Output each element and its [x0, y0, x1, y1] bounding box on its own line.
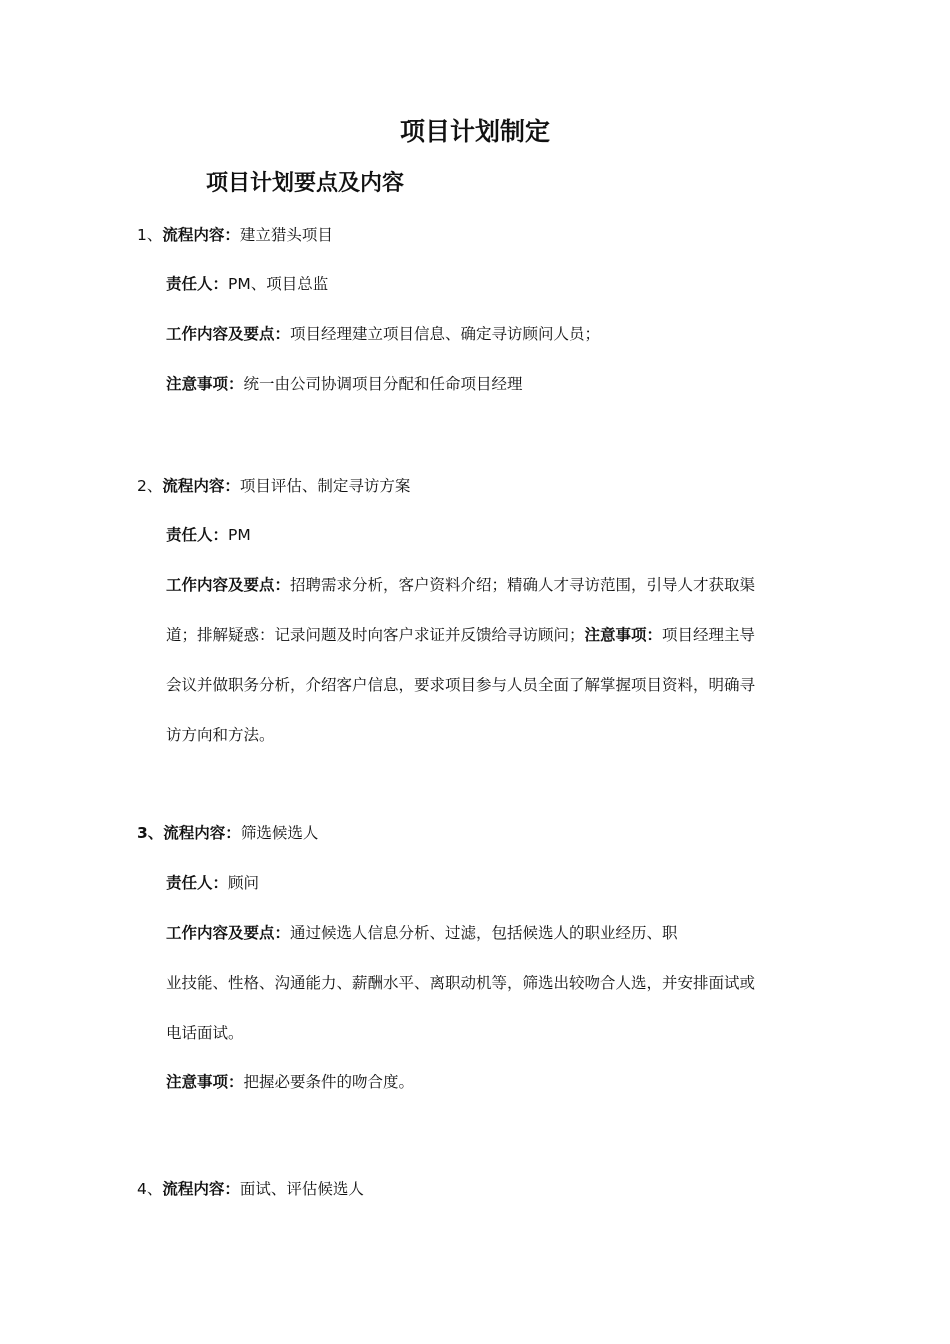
owner-label: 责任人：: [166, 275, 229, 293]
section-1-owner: [166, 271, 328, 297]
flow-label: 流程内容：: [163, 824, 241, 842]
section-number: 3、: [137, 824, 164, 842]
note-value: 把握必要条件的吻合度。: [243, 1073, 415, 1091]
section-3-work-line-1: [166, 920, 678, 946]
flow-value: 项目评估、制定寻访方案: [239, 477, 411, 495]
flow-label: 流程内容：: [162, 1180, 240, 1198]
section-3-owner: [166, 870, 259, 896]
section-number: 4、: [137, 1180, 163, 1198]
section-1-flow: [137, 222, 333, 248]
work-value: 通过候选人信息分析、过滤，包括候选人的职业经历、职: [290, 924, 678, 942]
work-value: 道；排解疑惑：记录问题及时向客户求证并反馈给寻访顾问；: [166, 626, 585, 644]
flow-value: 建立猎头项目: [239, 226, 333, 244]
owner-label: 责任人：: [166, 526, 229, 544]
section-1-note: [166, 371, 523, 397]
section-2-line-3: 会议并做职务分析，介绍客户信息，要求项目参与人员全面了解掌握项目资料，明确寻: [166, 676, 756, 694]
section-2-flow: [137, 473, 410, 499]
flow-value: 筛选候选人: [240, 824, 319, 842]
section-3-work-line-2: 业技能、性格、沟通能力、薪酬水平、离职动机等，筛选出较吻合人选，并安排面试或: [166, 974, 756, 992]
section-3-note: [166, 1069, 414, 1095]
section-3-flow: [137, 820, 318, 846]
note-label: 注意事项：: [166, 1073, 244, 1091]
owner-value: 顾问: [228, 874, 260, 892]
owner-label: 责任人：: [166, 874, 229, 892]
section-4-flow: [137, 1176, 364, 1202]
work-label: 工作内容及要点：: [166, 325, 291, 343]
section-1-work: [166, 321, 600, 347]
work-value: 招聘需求分析，客户资料介绍；精确人才寻访范围，引导人才获取渠: [290, 576, 756, 594]
section-number: 1、: [137, 226, 163, 244]
work-label: 工作内容及要点：: [166, 924, 291, 942]
section-2-line-4: 访方向和方法。: [166, 726, 275, 744]
note-label: 注意事项：: [166, 375, 244, 393]
section-heading: 项目计划要点及内容: [206, 171, 405, 196]
section-2-owner: [166, 522, 251, 548]
flow-label: 流程内容：: [162, 226, 240, 244]
section-3-work-line-3: 电话面试。: [166, 1024, 244, 1042]
page-title: 项目计划制定: [399, 117, 550, 146]
section-2-work-line-1: [166, 572, 755, 598]
note-value: 统一由公司协调项目分配和任命项目经理: [243, 375, 523, 393]
note-label: 注意事项：: [584, 626, 663, 644]
section-number: 2、: [137, 477, 163, 495]
flow-value: 面试、评估候选人: [239, 1180, 364, 1198]
owner-value: PM、项目总监: [228, 275, 329, 293]
owner-value: PM: [228, 526, 251, 544]
work-value: 项目经理建立项目信息、确定寻访顾问人员；: [290, 325, 601, 343]
work-label: 工作内容及要点：: [166, 576, 291, 594]
flow-label: 流程内容：: [162, 477, 240, 495]
note-value: 项目经理主导: [662, 626, 756, 644]
section-2-work-line-2: [166, 622, 755, 648]
